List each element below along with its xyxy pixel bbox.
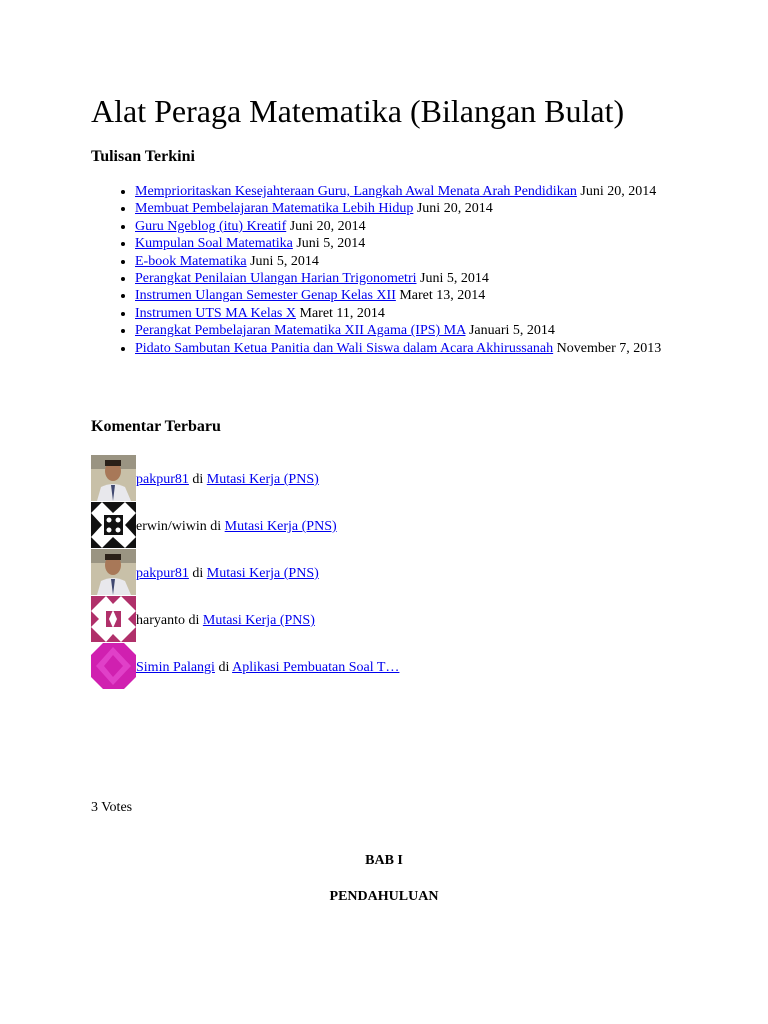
comment-text — [136, 659, 399, 676]
comment-connector: di — [210, 519, 222, 534]
post-date: Juni 5, 2014 — [420, 271, 489, 287]
post-date: Juni 20, 2014 — [289, 218, 366, 234]
identicon-black-avatar-icon[interactable] — [91, 502, 136, 548]
comment-item — [91, 643, 691, 690]
post-date: November 7, 2013 — [556, 340, 662, 356]
comment-connector: di — [192, 472, 204, 487]
recent-posts-list — [91, 183, 735, 357]
list-item — [135, 305, 735, 322]
list-item — [135, 235, 735, 252]
identicon-magenta-avatar-icon[interactable] — [91, 643, 136, 689]
list-item — [135, 322, 735, 339]
post-date: Juni 20, 2014 — [580, 184, 657, 199]
comment-text — [136, 471, 319, 488]
comment-item — [91, 502, 691, 549]
photo-avatar-icon[interactable] — [91, 455, 136, 501]
comment-item — [91, 596, 691, 643]
post-link[interactable]: Perangkat Penilaian Ulangan Harian Trigonometri — [135, 271, 417, 287]
post-link[interactable]: Instrumen Ulangan Semester Genap Kelas XII — [135, 288, 396, 304]
post-link[interactable]: E-book Matematika — [135, 253, 247, 269]
list-item — [135, 253, 735, 270]
list-item — [135, 200, 735, 217]
post-date: Januari 5, 2014 — [468, 323, 555, 339]
post-link[interactable]: Guru Ngeblog (itu) Kreatif — [135, 218, 287, 234]
comment-post-link[interactable]: Mutasi Kerja (PNS) — [206, 566, 319, 581]
photo-avatar-icon[interactable] — [91, 549, 136, 595]
chapter-title: PENDAHULUAN — [329, 889, 439, 904]
post-date: Maret 11, 2014 — [299, 305, 385, 321]
page-title: Alat Peraga Matematika (Bilangan Bulat) — [91, 93, 625, 129]
recent-comments-heading: Komentar Terbaru — [91, 418, 221, 435]
comment-post-link[interactable]: Mutasi Kerja (PNS) — [224, 519, 337, 534]
comment-item — [91, 549, 691, 596]
post-link[interactable]: Membuat Pembelajaran Matematika Lebih Hidup — [135, 201, 414, 217]
comment-author: haryanto — [136, 613, 185, 628]
comment-author: erwin/wiwin — [136, 519, 207, 534]
list-item — [135, 340, 735, 357]
list-item — [135, 287, 735, 304]
recent-comments-list — [91, 455, 691, 690]
recent-posts-heading: Tulisan Terkini — [91, 148, 195, 165]
identicon-maroon-avatar-icon[interactable] — [91, 596, 136, 642]
post-link[interactable]: Pidato Sambutan Ketua Panitia dan Wali Siswa dalam Acara Akhirussanah — [135, 340, 554, 356]
post-link[interactable]: Instrumen UTS MA Kelas X — [135, 305, 296, 321]
comment-connector: di — [188, 613, 200, 628]
list-item — [135, 183, 735, 200]
comment-connector: di — [192, 566, 204, 581]
comment-item — [91, 455, 691, 502]
list-item — [135, 218, 735, 235]
comment-text — [136, 612, 315, 629]
comment-text — [136, 565, 319, 582]
comment-author-link[interactable]: pakpur81 — [136, 566, 189, 581]
comment-text — [136, 518, 337, 535]
comment-author-link[interactable]: Simin Palangi — [136, 660, 215, 675]
chapter-number: BAB I — [365, 853, 403, 868]
post-link[interactable]: Perangkat Pembelajaran Matematika XII Agama (IPS) MA — [135, 323, 466, 339]
list-item — [135, 270, 735, 287]
post-date: Juni 20, 2014 — [416, 201, 493, 217]
votes-count: 3 Votes — [91, 800, 133, 815]
post-date: Juni 5, 2014 — [250, 253, 319, 269]
comment-post-link[interactable]: Aplikasi Pembuatan Soal T… — [232, 660, 400, 675]
post-date: Maret 13, 2014 — [399, 288, 486, 304]
comment-post-link[interactable]: Mutasi Kerja (PNS) — [202, 613, 315, 628]
comment-author-link[interactable]: pakpur81 — [136, 472, 189, 487]
post-link[interactable]: Memprioritaskan Kesejahteraan Guru, Langkah Awal Menata Arah Pendidikan — [135, 184, 577, 199]
comment-connector: di — [218, 660, 230, 675]
post-date: Juni 5, 2014 — [296, 236, 366, 252]
post-link[interactable]: Kumpulan Soal Matematika — [135, 236, 293, 252]
comment-post-link[interactable]: Mutasi Kerja (PNS) — [206, 472, 319, 487]
